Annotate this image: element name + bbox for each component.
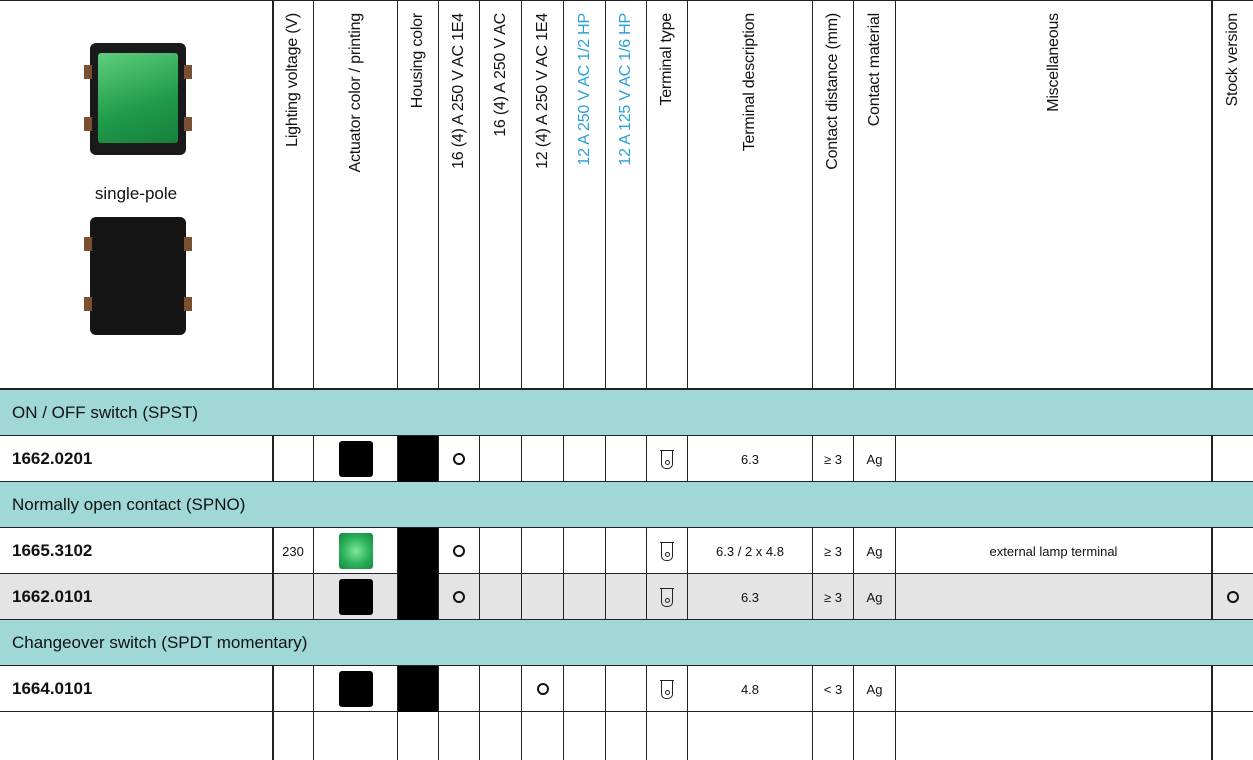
actuator-swatch [314, 436, 397, 482]
contact-distance-value: ≥ 3 [824, 451, 842, 467]
housing-swatch [398, 436, 438, 482]
lighting-voltage-value [273, 666, 313, 712]
part-number: 1662.0201 [12, 449, 93, 468]
col-terminal-type [647, 1, 687, 389]
col-rating-3 [522, 1, 563, 389]
col-miscellaneous [896, 1, 1211, 389]
contact-material-value: Ag [866, 589, 883, 605]
part-number: 1664.0101 [12, 679, 93, 698]
terminal-description-value: 4.8 [740, 681, 760, 697]
col-contact-distance [813, 1, 853, 389]
header-stock-version: Stock version [1223, 13, 1241, 107]
table-row [0, 574, 1253, 620]
section-header [0, 482, 1253, 528]
part-number: 1665.3102 [12, 541, 93, 560]
lighting-voltage-value: 230 [282, 543, 304, 559]
contact-material-value: Ag [866, 451, 883, 467]
header-terminal-description: Terminal description [741, 13, 758, 152]
rating-mark [439, 528, 479, 574]
table-row [0, 528, 1253, 574]
col-contact-material [854, 1, 895, 389]
contact-material-value: Ag [866, 681, 883, 697]
col-rating-4 [564, 1, 605, 389]
col-rating-5 [606, 1, 646, 389]
lighting-voltage-value [273, 574, 313, 620]
header-contact-material: Contact material [865, 13, 883, 127]
actuator-swatch [314, 574, 397, 620]
lighting-voltage-value [273, 436, 313, 482]
terminal-icon [647, 666, 687, 712]
col-terminal-description [688, 1, 812, 389]
section-title: Normally open contact (SPNO) [12, 495, 246, 514]
col-lighting-voltage [273, 1, 313, 389]
misc-value: external lamp terminal [989, 543, 1118, 559]
part-number: 1662.0101 [12, 587, 93, 606]
housing-swatch [398, 528, 438, 574]
housing-swatch [398, 666, 438, 712]
col-rating-2 [480, 1, 521, 389]
misc-value [896, 436, 1211, 482]
green-switch-image [90, 43, 186, 155]
col-actuator-color [314, 1, 397, 389]
section-title: ON / OFF switch (SPST) [12, 403, 199, 422]
header-contact-distance: Contact distance (mm) [824, 13, 841, 170]
product-label: single-pole [94, 184, 178, 203]
table-row [0, 666, 1253, 712]
rating-mark [522, 666, 563, 712]
terminal-icon [647, 574, 687, 620]
actuator-swatch [314, 528, 397, 574]
header-rating-3: 12 (4) A 250 V AC 1E4 [533, 13, 551, 169]
section-header [0, 390, 1253, 436]
actuator-swatch [314, 666, 397, 712]
contact-material-value: Ag [866, 543, 883, 559]
stock-mark [1212, 574, 1253, 620]
header-lighting-voltage: Lighting voltage (V) [284, 13, 301, 147]
col-rating-1 [439, 1, 479, 389]
terminal-description-value: 6.3 [740, 451, 760, 467]
housing-swatch [398, 574, 438, 620]
header-housing-color: Housing color [409, 13, 426, 109]
rating-mark [439, 436, 479, 482]
misc-value [896, 574, 1211, 620]
header-rating-5: 12 A 125 V AC 1/6 HP [617, 13, 634, 166]
header-actuator-color: Actuator color / printing [346, 13, 364, 173]
table-row-continuation [0, 712, 1253, 760]
header-rating-1: 16 (4) A 250 V AC 1E4 [450, 13, 467, 169]
misc-value [896, 666, 1211, 712]
header-rating-4: 12 A 250 V AC 1/2 HP [575, 13, 593, 166]
section-header [0, 620, 1253, 666]
header-miscellaneous: Miscellaneous [1044, 13, 1062, 112]
rating-mark [439, 574, 479, 620]
terminal-icon [647, 436, 687, 482]
header-rating-2: 16 (4) A 250 V AC [491, 13, 509, 137]
section-title: Changeover switch (SPDT momentary) [12, 633, 308, 652]
terminal-description-value: 6.3 [740, 589, 760, 605]
table-row [0, 436, 1253, 482]
contact-distance-value: ≥ 3 [824, 589, 842, 605]
terminal-description-value: 6.3 / 2 x 4.8 [716, 543, 784, 559]
col-housing-color [398, 1, 438, 389]
product-cell [0, 1, 272, 389]
black-switch-image [90, 217, 186, 335]
contact-distance-value: ≥ 3 [824, 543, 842, 559]
contact-distance-value: < 3 [823, 681, 843, 697]
col-stock-version [1212, 1, 1253, 389]
terminal-icon [647, 528, 687, 574]
header-terminal-type: Terminal type [658, 13, 675, 106]
